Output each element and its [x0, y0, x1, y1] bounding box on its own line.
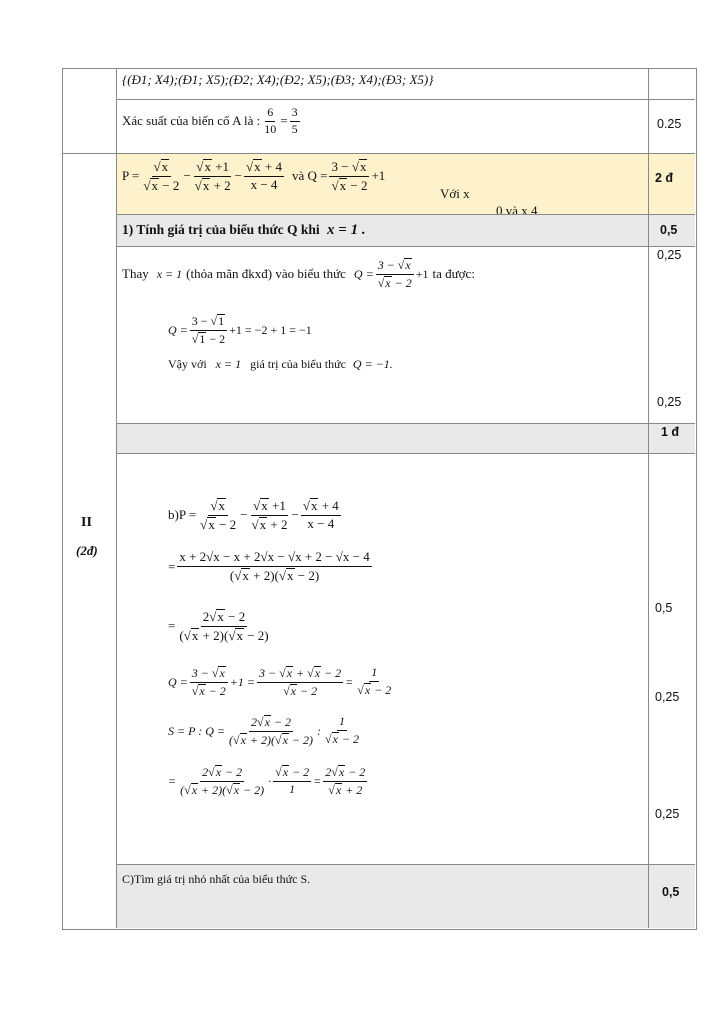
sqrt-sign: √ — [196, 158, 204, 174]
conclusion-2: giá trị của biểu thức — [250, 357, 346, 371]
part1-heading-math: x = 1 . — [327, 222, 366, 238]
sqrt-sign: √ — [208, 764, 215, 779]
question-statement: P = $\frac{√x}{√x - 2}$ − $\frac{√x +1}{√x + 2}$ − $\frac{√x + 4}{x - 4}$ và Q = $\frac{3 - √x}{√x - 2}$ +1 — [122, 158, 386, 193]
sqrt-sign: √ — [357, 683, 364, 697]
part1-subscore-1: 0,25 — [657, 248, 682, 262]
part2-s-result: = $\frac{2√x - 2}{(√x + 2)(√x - 2)}$ · $\frac{√x - 2}{1}$ = $\frac{2√x - 2}{√x + 2}$ — [168, 764, 366, 797]
sqrt-sign: √ — [397, 257, 405, 272]
part1-calculation: Q = $\frac{3 - √1}{√1 - 2}$ +1 = −2 + 1 = −1 — [168, 313, 312, 346]
sqrt-sign: √ — [302, 498, 310, 514]
col-divider-left — [116, 68, 117, 928]
part2-score: 1 đ — [661, 425, 680, 439]
hline-6 — [116, 453, 695, 454]
part2-score-c: 0,25 — [655, 807, 680, 821]
prob-den-2: 5 — [291, 121, 298, 136]
prob-den-1: 10 — [264, 121, 277, 136]
part3-score: 0,5 — [662, 885, 680, 899]
sqrt-sign: √ — [191, 331, 199, 346]
question-total-points: 2 đ — [655, 171, 674, 185]
part1-score: 0,5 — [660, 223, 678, 237]
sqrt-sign: √ — [234, 568, 242, 583]
sqrt-sign: √ — [210, 313, 218, 328]
sqrt-sign: √ — [228, 627, 236, 643]
probability-score: 0.25 — [657, 117, 682, 131]
sqrt-sign: √ — [226, 782, 233, 797]
sqrt-sign: √ — [251, 516, 259, 532]
hline-2 — [62, 153, 695, 154]
condition-tail: 0 và x 4 — [496, 203, 538, 214]
sqrt-sign: √ — [191, 683, 199, 698]
hline-3 — [116, 214, 695, 215]
sqrt-sign: √ — [328, 782, 335, 797]
sqrt-sign: √ — [331, 764, 338, 779]
sqrt-sign: √ — [377, 275, 385, 290]
sqrt-sign: √ — [246, 159, 254, 175]
sqrt-sign: √ — [211, 665, 219, 680]
substitution-text-2: (thỏa mãn đkxđ) vào biểu thức — [186, 266, 346, 281]
part2-line3: = $\frac{2√x - 2}{(√x + 2)(√x - 2)}$ — [168, 608, 269, 643]
part2-s-expression: S = P : Q = $\frac{2√x - 2}{(√x + 2)(√x - 2)}$ : 1 √x − 2 — [168, 714, 360, 747]
conclusion-1: Vậy với — [168, 357, 207, 371]
table-border — [62, 68, 697, 930]
probability-line — [122, 106, 302, 137]
hline-5 — [116, 423, 695, 424]
sqrt-sign: √ — [209, 608, 217, 624]
sqrt-sign: √ — [194, 177, 202, 193]
col-divider-right — [648, 68, 649, 928]
prob-equals: = — [280, 113, 288, 129]
prob-num-1: 6 — [265, 106, 275, 122]
part3-heading: C)Tìm giá trị nhỏ nhất của biểu thức S. — [122, 872, 311, 886]
condition: Với x — [440, 186, 470, 201]
probability-fraction-1 — [262, 106, 278, 137]
sqrt-sign: √ — [253, 497, 261, 513]
probability-fraction-2 — [290, 106, 300, 137]
sqrt-sign: √ — [275, 765, 282, 780]
part2-score-a: 0,5 — [655, 601, 673, 615]
hline-7 — [116, 864, 695, 865]
part1-heading — [122, 222, 366, 239]
part2-line2: = $\frac{x + 2√x - x + 2√x - √x + 2 - √x - 4}{(√x + 2)(√x - 2)}$ — [168, 549, 370, 583]
part1-heading-text: 1) Tính giá trị của biểu thức Q khi — [122, 222, 320, 237]
plus-one: +1 — [371, 168, 386, 183]
sqrt-sign: √ — [278, 568, 286, 583]
p-prefix: P = — [122, 168, 140, 183]
question-label: II — [81, 515, 92, 530]
b-prefix: b)P = — [168, 507, 197, 522]
hline-4 — [116, 246, 695, 247]
calc-result: +1 = −2 + 1 = −1 — [229, 322, 312, 337]
sqrt-sign: √ — [232, 732, 240, 747]
sqrt-sign: √ — [279, 665, 286, 680]
sqrt-sign: √ — [307, 665, 314, 680]
part1-conclusion: Vậy với x = 1 giá trị của biểu thức Q = −1. — [168, 357, 393, 371]
substitution-text-1: Thay — [122, 266, 149, 281]
substitution-text-3: ta được: — [432, 266, 475, 281]
prob-num-2: 3 — [290, 106, 300, 122]
part2-score-b: 0,25 — [655, 690, 680, 704]
part1-substitution-line: Thay x = 1 (thỏa mãn đkxđ) vào biểu thức Q = $\frac{3 - √x}{√x - 2}$ +1 ta được: — [122, 257, 475, 290]
sqrt-sign: √ — [183, 627, 191, 643]
probability-text: Xác suất của biến cố A là : — [122, 113, 261, 129]
part2-q-simplified: Q = $\frac{3 - √x}{√x - 2}$ +1 = $\frac{3 - √x + √x - 2}{√x - 2}$ = $\frac{1}{√x - 2}$ — [168, 665, 392, 698]
sqrt-sign: √ — [331, 177, 339, 193]
sample-space: {(Đ1; X4);(Đ1; X5);(Đ2; X4);(Đ2; X5);(Đ3; X4);(Đ3; X5)} — [122, 72, 434, 87]
sqrt-sign: √ — [200, 516, 208, 532]
sqrt-sign: √ — [275, 732, 282, 747]
line2-numerator: x + 2√x − x + 2√x − √x + 2 − √x − 4 — [177, 550, 371, 567]
sqrt-sign: √ — [283, 683, 290, 698]
conclusion-3: Q = −1. — [352, 357, 393, 371]
part1-subscore-2: 0,25 — [657, 395, 682, 409]
sqrt-sign: √ — [184, 782, 191, 797]
s-prefix: S = P : Q = — [168, 723, 225, 738]
sqrt-sign: √ — [210, 497, 218, 513]
part2-p-expression: b)P = $\frac{√x}{√x - 2}$ − $\frac{√x +1}{√x + 2}$ − $\frac{√x + 4}{x - 4}$ — [168, 497, 339, 532]
question-points: (2đ) — [76, 543, 98, 558]
and-q: và Q = — [291, 168, 328, 183]
sqrt-sign: √ — [256, 714, 264, 729]
sqrt-sign: √ — [153, 158, 161, 174]
hline-1 — [116, 99, 695, 100]
sqrt-sign: √ — [351, 158, 359, 174]
sqrt-sign: √ — [325, 732, 332, 746]
sqrt-sign: √ — [143, 177, 151, 193]
